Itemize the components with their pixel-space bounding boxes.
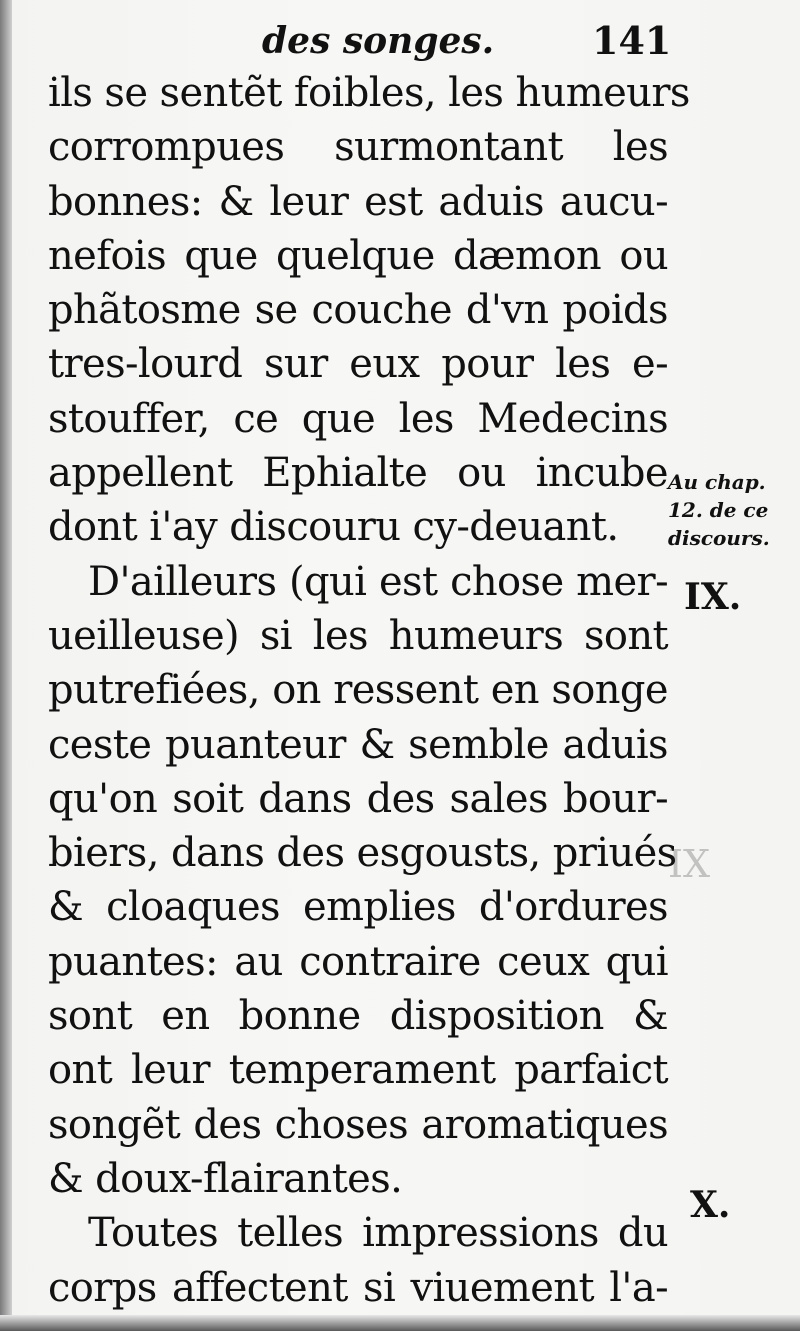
text-line: ceste puanteur & semble aduis: [48, 721, 668, 768]
bleed-through-text: IX: [668, 842, 711, 886]
text-line: bonnes: & leur est aduis aucu-: [48, 178, 668, 225]
text-line: phãtosme se couche d'vn poids: [48, 287, 668, 334]
text-line: ueilleuse) si les humeurs sont: [48, 612, 668, 659]
margin-note-line: Au chap.: [668, 470, 766, 494]
text-line: dont i'ay discouru cy-deuant.: [48, 504, 619, 551]
text-line: & doux-flairantes.: [48, 1155, 403, 1202]
text-line: sont en bonne disposition &: [48, 993, 668, 1040]
margin-note-line: discours.: [668, 526, 770, 550]
text-line: corps affectent si viuement l'a-: [48, 1264, 668, 1311]
page-bottom-edge: [0, 1315, 800, 1331]
text-line: songẽt des choses aromatiques: [48, 1101, 668, 1148]
page-number: 141: [592, 18, 672, 63]
text-line: & cloaques emplies d'ordures: [48, 884, 668, 931]
text-line: tres-lourd sur eux pour les e-: [48, 341, 668, 388]
text-line: corrompues surmontant les: [48, 124, 668, 171]
text-line: puantes: au contraire ceux qui: [48, 938, 668, 985]
text-line: putrefiées, on ressent en songe: [48, 667, 668, 714]
text-line: ils se sentẽt foibles, les humeurs: [48, 70, 690, 116]
text-line: nefois que quelque dæmon ou: [48, 232, 668, 279]
text-line: ont leur temperament parfaict: [48, 1047, 668, 1094]
text-line: appellent Ephialte ou incube: [48, 450, 668, 497]
page-edge-shadow: [0, 0, 12, 1331]
text-line: stouffer, ce que les Medecins: [48, 395, 668, 442]
running-head: des songes.: [262, 20, 495, 62]
page-header: [0, 14, 800, 64]
text-line: biers, dans des esgousts, priués: [48, 830, 677, 877]
margin-note-reference: [668, 468, 770, 552]
section-number-ix: IX.: [684, 576, 742, 618]
paragraph-start-line: Toutes telles impressions du: [88, 1210, 668, 1257]
section-number-x: X.: [690, 1184, 731, 1226]
paragraph-start-line: D'ailleurs (qui est chose mer-: [88, 558, 668, 605]
margin-note-line: 12. de ce: [668, 498, 769, 522]
text-line: qu'on soit dans des sales bour-: [48, 775, 668, 822]
